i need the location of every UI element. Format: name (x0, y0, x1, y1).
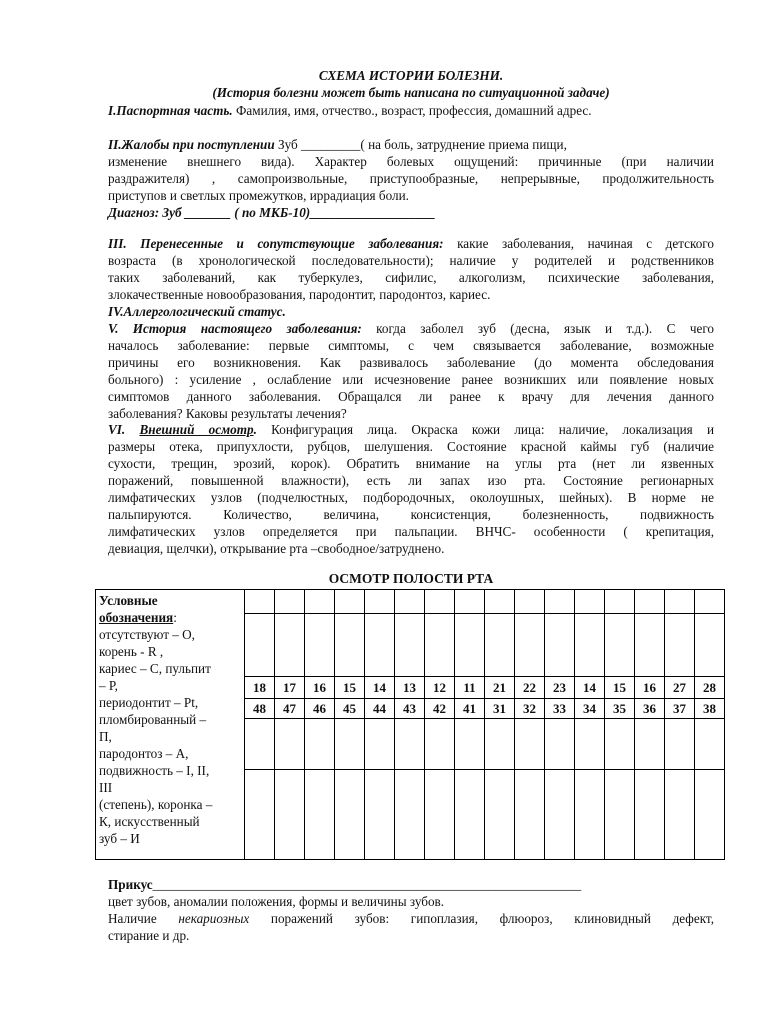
tooth-status-cell (605, 770, 635, 860)
tooth-status-cell (485, 719, 515, 770)
tooth-status-cell (275, 719, 305, 770)
section-complaints-line-1: II.Жалобы при поступлении Зуб _________( на боль, затруднение приема пищи, (108, 137, 567, 152)
section-history-line-1: V. История настоящего заболевания: когда заболел зуб (десна, язык и т.д.). С чего (108, 321, 714, 336)
tooth-status-cell (545, 719, 575, 770)
legend-line: III (99, 780, 113, 795)
section-passport-heading: I.Паспортная часть. (108, 103, 233, 118)
section-diseases-line-3: таких заболеваний, как туберкулез, сифилис, алкоголизм, психические заболевания, (108, 270, 714, 285)
legend-line: – Р, (99, 678, 118, 693)
tooth-number-upper: 17 (275, 677, 305, 699)
tooth-status-cell (635, 614, 665, 677)
tooth-status-cell (425, 719, 455, 770)
section-external-line-2: размеры отека, припухлости, рубцов, шелушения. Состояние красной каймы губ (наличие (108, 439, 714, 454)
legend-line: пародонтоз – А, (99, 746, 189, 761)
oral-exam-title: ОСМОТР ПОЛОСТИ РТА (328, 571, 494, 586)
tooth-status-cell (605, 590, 635, 614)
tooth-number-upper: 13 (395, 677, 425, 699)
section-complaints-line-4: приступов и светлых промежутков, иррадиация боли. (108, 188, 409, 203)
section-diseases-line-4: злокачественные новообразования, пародонтит, пародонтоз, кариес. (108, 287, 491, 302)
tooth-number-upper: 15 (335, 677, 365, 699)
section-passport (108, 103, 714, 119)
section-diseases-line-1: III. Перенесенные и сопутствующие заболевания: какие заболевания, начиная с детского (108, 236, 714, 251)
tooth-number-lower: 43 (395, 699, 425, 719)
legend-cell (96, 590, 245, 860)
legend-line: кариес – С, пульпит (99, 661, 211, 676)
tooth-status-cell (425, 770, 455, 860)
section-passport-text: Фамилия, имя, отчество., возраст, профессия, домашний адрес. (232, 103, 592, 118)
tooth-number-upper: 16 (305, 677, 335, 699)
section-complaints-line-3: раздражителя) , самопроизвольные, приступообразные, непрерывные, продолжительность (108, 171, 714, 186)
noncarious-line-2: стирание и др. (108, 928, 190, 943)
tooth-status-cell (695, 770, 725, 860)
legend-title-line-2: обозначения: (99, 610, 177, 625)
tooth-status-cell (335, 719, 365, 770)
section-complaints-line-2: изменение внешнего вида). Характер болевых ощущений: причинные (при наличии (108, 154, 714, 169)
tooth-status-cell (485, 770, 515, 860)
tooth-number-lower: 41 (455, 699, 485, 719)
tooth-status-cell (365, 719, 395, 770)
legend-title-line-1: Условные (99, 593, 158, 608)
tooth-status-cell (245, 719, 275, 770)
tooth-status-cell (425, 590, 455, 614)
section-external-heading: Внешний осмотр (139, 422, 254, 437)
tooth-status-cell (605, 719, 635, 770)
tooth-status-cell (395, 590, 425, 614)
legend-line: К, искусственный (99, 814, 200, 829)
tooth-status-cell (515, 614, 545, 677)
tooth-number-lower: 33 (545, 699, 575, 719)
tooth-status-cell (605, 614, 635, 677)
tooth-status-cell (335, 770, 365, 860)
legend-line: пломбированный – (99, 712, 207, 727)
teeth-color-line: цвет зубов, аномалии положения, формы и величины зубов. (108, 894, 445, 909)
tooth-number-upper: 12 (425, 677, 455, 699)
dental-chart-empty-row (96, 590, 725, 614)
tooth-status-cell (515, 770, 545, 860)
legend-list (99, 626, 242, 847)
tooth-status-cell (305, 719, 335, 770)
tooth-status-cell (395, 770, 425, 860)
bite-label: Прикус (108, 877, 153, 892)
legend-line: (степень), коронка – (99, 797, 213, 812)
tooth-status-cell (635, 770, 665, 860)
tooth-status-cell (695, 719, 725, 770)
tooth-number-lower: 44 (365, 699, 395, 719)
tooth-status-cell (455, 719, 485, 770)
tooth-status-cell (515, 590, 545, 614)
dental-chart-table (95, 589, 725, 860)
tooth-status-cell (245, 614, 275, 677)
legend-line: зуб – И (99, 831, 140, 846)
tooth-number-lower: 46 (305, 699, 335, 719)
legend-line: П, (99, 729, 112, 744)
tooth-status-cell (305, 590, 335, 614)
tooth-number-upper: 14 (365, 677, 395, 699)
tooth-status-cell (545, 770, 575, 860)
legend-line: периодонтит – Pt, (99, 695, 199, 710)
tooth-number-lower: 35 (605, 699, 635, 719)
tooth-number-lower: 36 (635, 699, 665, 719)
section-complaints-heading: II.Жалобы при поступлении (108, 137, 275, 152)
section-external-line-6: пальпируются. Количество, величина, консистенция, болезненность, подвижность (108, 507, 714, 522)
section-history-heading: V. История настоящего заболевания: (108, 321, 362, 336)
tooth-number-upper: 15 (605, 677, 635, 699)
tooth-number-upper: 27 (665, 677, 695, 699)
section-external-line-5: лимфатических узлов (подчелюстных, подбородочных, околоушных, шейных). В норме не (108, 490, 714, 505)
tooth-status-cell (305, 770, 335, 860)
bite-blank: _________________________________________________________________ (152, 877, 582, 892)
section-history-line-4: больного) : усиление , ослабление или исчезновение ранее возникших или появление новых (108, 372, 714, 387)
section-external-line-7: лимфатических узлов определяется при пальпации. ВНЧС- особенности ( крепитация, (108, 524, 714, 539)
tooth-status-cell (455, 614, 485, 677)
section-diseases-heading: III. Перенесенные и сопутствующие заболевания: (108, 236, 444, 251)
tooth-status-cell (575, 770, 605, 860)
tooth-status-cell (245, 770, 275, 860)
document-title: СХЕМА ИСТОРИИ БОЛЕЗНИ. (318, 68, 504, 83)
tooth-status-cell (485, 590, 515, 614)
tooth-status-cell (305, 614, 335, 677)
tooth-status-cell (365, 614, 395, 677)
tooth-status-cell (275, 770, 305, 860)
tooth-number-upper: 11 (455, 677, 485, 699)
tooth-number-upper: 16 (635, 677, 665, 699)
bite-line (108, 877, 714, 893)
legend-line: подвижность – I, II, (99, 763, 210, 778)
tooth-status-cell (425, 614, 455, 677)
tooth-status-cell (575, 590, 605, 614)
document-subtitle: (История болезни может быть написана по ситуационной задаче) (212, 85, 610, 100)
section-history-line-2: началось заболевание: первые симптомы, с чем связывается заболевание, возможные (108, 338, 714, 353)
tooth-number-lower: 32 (515, 699, 545, 719)
tooth-status-cell (665, 770, 695, 860)
tooth-status-cell (575, 614, 605, 677)
tooth-status-cell (545, 614, 575, 677)
tooth-status-cell (455, 770, 485, 860)
tooth-status-cell (485, 614, 515, 677)
section-external-line-4: поражений, повышенной влажности), есть ли запах изо рта. Состояние регионарных (108, 473, 714, 488)
tooth-number-upper: 21 (485, 677, 515, 699)
section-history-line-3: причины его возникновения. Как развивалось заболевание (до момента обследования (108, 355, 714, 370)
section-diseases-line-2: возраста (в хронологической последовательности); наличие у родителей и родственников (108, 253, 714, 268)
tooth-status-cell (575, 719, 605, 770)
tooth-status-cell (545, 590, 575, 614)
tooth-number-lower: 37 (665, 699, 695, 719)
diagnosis-line: Диагноз: Зуб _______ ( по МКБ-10)___________________ (108, 205, 436, 220)
tooth-number-lower: 34 (575, 699, 605, 719)
tooth-status-cell (665, 590, 695, 614)
tooth-status-cell (275, 590, 305, 614)
tooth-number-lower: 31 (485, 699, 515, 719)
tooth-number-upper: 23 (545, 677, 575, 699)
section-history-line-5: симптомов данного заболевания. Обращался ли ранее к врачу для лечения данного (108, 389, 714, 404)
legend-line: отсутствуют – О, (99, 627, 195, 642)
tooth-status-cell (635, 719, 665, 770)
tooth-status-cell (515, 719, 545, 770)
tooth-status-cell (365, 590, 395, 614)
tooth-number-upper: 28 (695, 677, 725, 699)
tooth-number-lower: 45 (335, 699, 365, 719)
tooth-status-cell (395, 719, 425, 770)
tooth-number-lower: 42 (425, 699, 455, 719)
section-external-line-8: девиация, щелчки), открывание рта –свободное/затруднено. (108, 541, 445, 556)
noncarious-line-1: Наличие некариозных поражений зубов: гипоплазия, флюороз, клиновидный дефект, (108, 911, 714, 926)
tooth-status-cell (275, 614, 305, 677)
tooth-number-lower: 47 (275, 699, 305, 719)
tooth-status-cell (395, 614, 425, 677)
tooth-status-cell (665, 719, 695, 770)
tooth-status-cell (335, 590, 365, 614)
tooth-status-cell (455, 590, 485, 614)
tooth-status-cell (635, 590, 665, 614)
tooth-number-upper: 22 (515, 677, 545, 699)
tooth-status-cell (335, 614, 365, 677)
section-external-line-3: сухости, трещин, эрозий, корок). Обратить внимание на углы рта (нет ли язвенных (108, 456, 714, 471)
tooth-status-cell (665, 614, 695, 677)
tooth-status-cell (695, 590, 725, 614)
legend-line: корень - R , (99, 644, 164, 659)
section-history-line-6: заболевания? Каковы результаты лечения? (108, 406, 347, 421)
tooth-status-cell (365, 770, 395, 860)
tooth-number-upper: 18 (245, 677, 275, 699)
tooth-number-lower: 48 (245, 699, 275, 719)
tooth-status-cell (695, 614, 725, 677)
section-allergy-heading: IV.Аллергологический статус. (108, 304, 286, 319)
section-external-line-1: VI. Внешний осмотр. Конфигурация лица. Окраска кожи лица: наличие, локализация и (108, 422, 714, 437)
tooth-number-lower: 38 (695, 699, 725, 719)
tooth-status-cell (245, 590, 275, 614)
tooth-number-upper: 14 (575, 677, 605, 699)
